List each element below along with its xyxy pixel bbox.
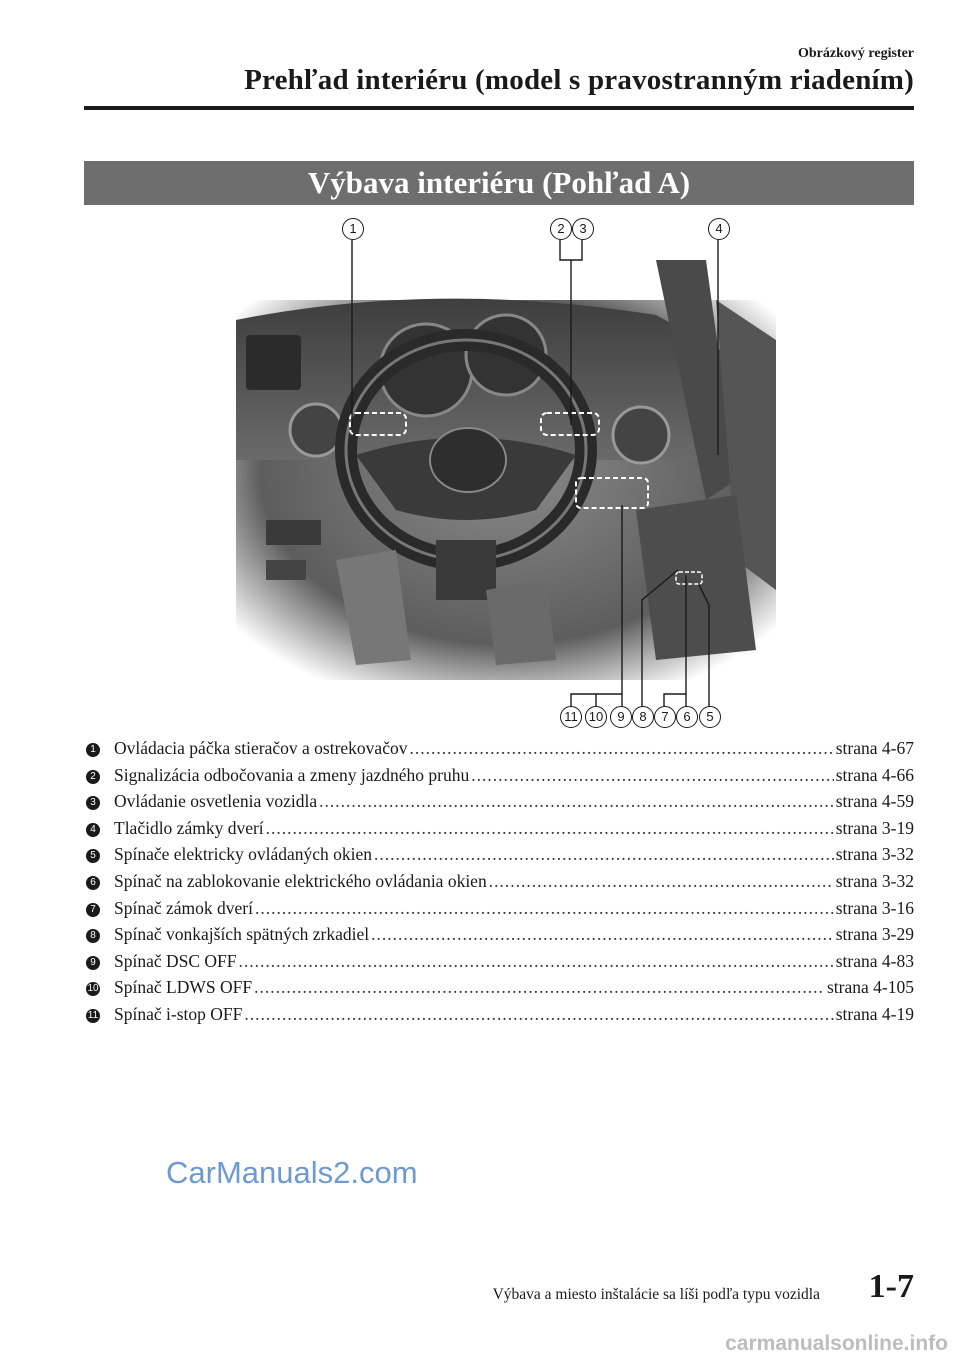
leader-dots bbox=[254, 977, 825, 998]
list-item bbox=[86, 951, 914, 978]
item-label: Ovládanie osvetlenia vozidla bbox=[114, 791, 318, 812]
leader-dots bbox=[374, 844, 834, 865]
leader-dots bbox=[319, 791, 834, 812]
callout-7: 7 bbox=[654, 706, 676, 728]
item-number-badge: 3 bbox=[86, 796, 100, 810]
callout-1: 1 bbox=[342, 218, 364, 240]
item-page-ref[interactable]: strana 4-19 bbox=[835, 1003, 914, 1024]
item-page-ref[interactable]: strana 4-66 bbox=[835, 764, 914, 785]
item-label: Spínač na zablokovanie elektrického ovládania okien bbox=[114, 870, 487, 891]
page-title: Prehľad interiéru (model s pravostranným riadením) bbox=[244, 64, 914, 96]
leader-dots bbox=[266, 818, 834, 839]
item-page-ref[interactable]: strana 4-105 bbox=[827, 977, 914, 998]
item-number-badge: 6 bbox=[86, 876, 100, 890]
list-item bbox=[86, 765, 914, 792]
item-page-ref[interactable]: strana 3-16 bbox=[835, 897, 914, 918]
item-number-badge: 10 bbox=[87, 983, 99, 995]
item-page-ref[interactable]: strana 3-29 bbox=[835, 924, 914, 945]
item-label: Spínač zámok dverí bbox=[114, 897, 253, 918]
item-label: Spínač LDWS OFF bbox=[114, 977, 253, 998]
footer-note: Výbava a miesto inštalácie sa líši podľa typu vozidla bbox=[492, 1286, 820, 1303]
interior-illustration bbox=[236, 260, 776, 680]
callout-10: 10 bbox=[585, 706, 607, 728]
list-item bbox=[86, 977, 914, 1004]
page-number: 1-7 bbox=[868, 1268, 914, 1305]
list-item bbox=[86, 871, 914, 898]
item-label: Signalizácia odbočovania a zmeny jazdného pruhu bbox=[114, 764, 470, 785]
item-page-ref[interactable]: strana 3-19 bbox=[835, 817, 914, 838]
leader-dots bbox=[409, 738, 833, 759]
callout-5: 5 bbox=[699, 706, 721, 728]
callout-2: 2 bbox=[550, 218, 572, 240]
list-item bbox=[86, 791, 914, 818]
item-number-badge: 2 bbox=[86, 770, 100, 784]
callout-3: 3 bbox=[572, 218, 594, 240]
callout-9: 9 bbox=[610, 706, 632, 728]
item-page-ref[interactable]: strana 4-59 bbox=[835, 791, 914, 812]
callout-11: 11 bbox=[560, 706, 582, 728]
leader-dots bbox=[471, 765, 834, 786]
callout-8: 8 bbox=[632, 706, 654, 728]
component-list bbox=[86, 738, 914, 1031]
item-number-badge: 1 bbox=[86, 743, 100, 757]
list-item bbox=[86, 1004, 914, 1031]
leader-dots bbox=[239, 951, 834, 972]
item-page-ref[interactable]: strana 3-32 bbox=[835, 844, 914, 865]
list-item bbox=[86, 738, 914, 765]
item-label: Spínač i-stop OFF bbox=[114, 1003, 243, 1024]
item-page-ref[interactable]: strana 4-83 bbox=[835, 950, 914, 971]
list-item bbox=[86, 844, 914, 871]
header-rule bbox=[84, 106, 914, 110]
leader-dots bbox=[244, 1004, 833, 1025]
item-label: Spínač DSC OFF bbox=[114, 950, 237, 971]
bottom-logo: carmanualsonline.info bbox=[725, 1332, 948, 1355]
item-number-badge: 7 bbox=[86, 903, 100, 917]
leader-dots bbox=[489, 871, 834, 892]
section-banner: Výbava interiéru (Pohľad A) bbox=[84, 161, 914, 205]
item-number-badge: 8 bbox=[86, 929, 100, 943]
item-number-badge: 4 bbox=[86, 823, 100, 837]
item-label: Tlačidlo zámky dverí bbox=[114, 817, 264, 838]
item-number-badge: 11 bbox=[87, 1009, 99, 1021]
leader-dots bbox=[255, 898, 834, 919]
item-number-badge: 5 bbox=[86, 849, 100, 863]
list-item bbox=[86, 924, 914, 951]
leader-dots bbox=[371, 924, 834, 945]
item-label: Ovládacia páčka stieračov a ostrekovačov bbox=[114, 738, 408, 758]
callout-6: 6 bbox=[676, 706, 698, 728]
item-number-badge: 9 bbox=[86, 956, 100, 970]
item-label: Spínače elektricky ovládaných okien bbox=[114, 844, 373, 865]
item-page-ref[interactable]: strana 4-67 bbox=[835, 738, 914, 758]
watermark: CarManuals2.com bbox=[166, 1155, 418, 1190]
list-item bbox=[86, 898, 914, 925]
header-section: Obrázkový register bbox=[798, 46, 914, 61]
item-page-ref[interactable]: strana 3-32 bbox=[835, 870, 914, 891]
item-label: Spínač vonkajších spätných zrkadiel bbox=[114, 924, 370, 945]
callout-4: 4 bbox=[708, 218, 730, 240]
list-item bbox=[86, 818, 914, 845]
